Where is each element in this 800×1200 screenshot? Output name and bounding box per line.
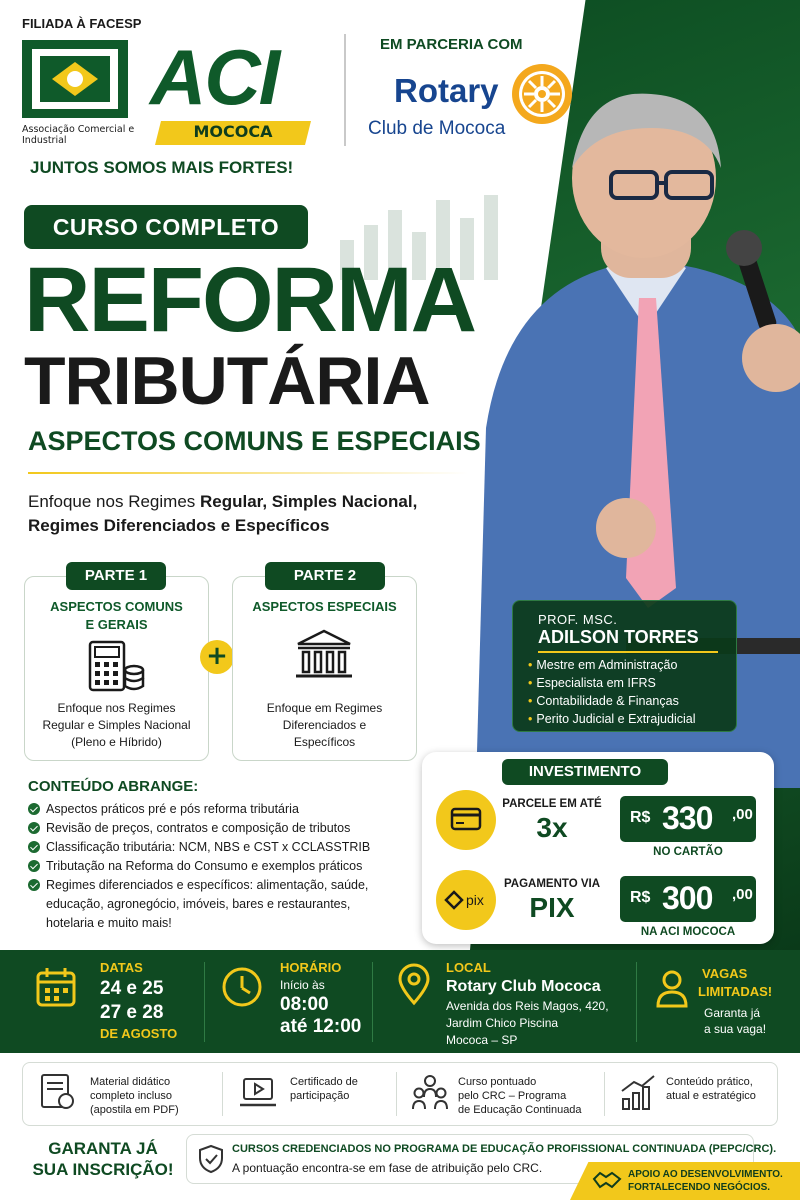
- check-icon: [28, 841, 40, 853]
- feature-certificate: Certificado de participação: [290, 1076, 358, 1102]
- content-item: Tributação na Reforma do Consumo e exemplos práticos: [28, 857, 398, 876]
- credit-card-glyph: [436, 790, 496, 850]
- part-2-heading: ASPECTOS ESPECIAIS: [252, 599, 397, 614]
- info-divider: [636, 962, 637, 1042]
- card-price-box: [620, 796, 756, 842]
- professor-title: PROF. MSC.: [538, 612, 618, 627]
- part-1-desc-3: (Pleno e Híbrido): [71, 735, 162, 749]
- aci-logo-icon: [22, 40, 128, 118]
- pix-price-box: [620, 876, 756, 922]
- title-divider: [28, 472, 468, 474]
- local-address-2: Jardim Chico Piscina: [446, 1016, 559, 1030]
- credential-item: • Especialista em IFRS: [528, 674, 696, 692]
- course-subtitle: ASPECTOS COMUNS E ESPECIAIS: [28, 426, 481, 456]
- part-1-heading-2: E GERAIS: [85, 617, 148, 632]
- aci-wordmark: ACI: [150, 33, 279, 121]
- association-label: Associação Comercial e Industrial: [22, 124, 135, 146]
- part-2-desc-1: Enfoque em Regimes: [266, 701, 383, 715]
- card-price-currency: R$: [630, 809, 651, 826]
- growth-chart-icon: [618, 1073, 658, 1113]
- part-2-desc-3: Específicos: [293, 735, 356, 749]
- time-end: até 12:00: [280, 1016, 362, 1037]
- course-pill: CURSO COMPLETO: [24, 205, 308, 249]
- rotary-club-label: Club de Mococa: [368, 118, 506, 139]
- pix-glyph: [436, 870, 496, 930]
- focus-prefix: Enfoque nos Regimes: [28, 492, 200, 511]
- feature-divider: [604, 1072, 605, 1116]
- laptop-play-icon: [238, 1073, 278, 1113]
- part-1-heading-1: ASPECTOS COMUNS: [50, 599, 183, 614]
- vagas-heading-1: VAGAS: [702, 966, 748, 981]
- certificate-document-icon: [38, 1073, 78, 1113]
- apoio-text: APOIO AO DESENVOLVIMENTO. FORTALECENDO NEGÓCIOS.: [628, 1169, 783, 1193]
- time-heading: HORÁRIO: [280, 960, 342, 975]
- pix-price-integer: 300: [662, 880, 713, 916]
- feature-divider: [396, 1072, 397, 1116]
- card-price-decimal: ,00: [732, 806, 753, 823]
- feature-divider: [222, 1072, 223, 1116]
- handshake-icon: [592, 1169, 622, 1193]
- content-item: Classificação tributária: NCM, NBS e CST x CCLASSTRIB: [28, 838, 398, 857]
- content-item: Revisão de preços, contratos e composição de tributos: [28, 819, 398, 838]
- credit-card-icon: [436, 790, 496, 850]
- calendar-icon: [34, 965, 78, 1009]
- part-1-desc-1: Enfoque nos Regimes: [57, 701, 176, 715]
- part-2-tag: PARTE 2: [265, 562, 385, 590]
- dates-line-1: 24 e 25: [100, 978, 164, 999]
- dates-heading: DATAS: [100, 960, 143, 975]
- header-divider: [344, 34, 346, 146]
- dates-line-2: 27 e 28: [100, 1002, 164, 1023]
- content-title: CONTEÚDO ABRANGE:: [28, 778, 199, 795]
- focus-bold-2: Regimes Diferenciados e Específicos: [28, 516, 330, 535]
- pix-price-decimal: ,00: [732, 886, 753, 903]
- cta-line-2: SUA INSCRIÇÃO!: [32, 1160, 174, 1179]
- check-icon: [28, 822, 40, 834]
- mococa-label: MOCOCA: [193, 122, 273, 141]
- partnership-label: EM PARCERIA COM: [380, 36, 523, 53]
- investment-tag: INVESTIMENTO: [502, 759, 668, 785]
- credential-item: • Mestre em Administração: [528, 656, 696, 674]
- rotary-wordmark: Rotary: [394, 72, 499, 109]
- pix-price-note: NA ACI MOCOCA: [640, 926, 736, 938]
- people-group-icon: [410, 1073, 450, 1113]
- check-icon: [28, 860, 40, 872]
- focus-bold-1: Regular, Simples Nacional,: [200, 492, 418, 511]
- shield-check-icon: [198, 1144, 224, 1174]
- local-heading: LOCAL: [446, 960, 491, 975]
- pepc-status: A pontuação encontra-se em fase de atribuição pelo CRC.: [232, 1161, 543, 1175]
- group-people-icon: [650, 966, 694, 1010]
- info-divider: [204, 962, 205, 1042]
- local-address-1: Avenida dos Reis Magos, 420,: [446, 999, 609, 1013]
- feature-crc: Curso pontuado pelo CRC – Programa de Educação Continuada: [458, 1076, 582, 1116]
- professor-divider: [538, 651, 718, 653]
- card-price-integer: 330: [662, 800, 713, 836]
- vagas-sub-2: a sua vaga!: [704, 1022, 767, 1036]
- filiada-label: FILIADA À FACESP: [22, 16, 142, 31]
- course-focus: [28, 490, 488, 538]
- vagas-heading-2: LIMITADAS!: [698, 984, 773, 999]
- pix-icon: [436, 870, 496, 930]
- pix-label: PAGAMENTO VIA: [503, 878, 601, 890]
- pepc-notice: CURSOS CREDENCIADOS NO PROGRAMA DE EDUCAÇÃO PROFISSIONAL CONTINUADA (PEPC/CRC).: [232, 1143, 777, 1155]
- check-icon: [28, 803, 40, 815]
- feature-content: Conteúdo prático, atual e estratégico: [666, 1076, 756, 1102]
- plus-icon: +: [200, 640, 234, 674]
- content-list: [28, 800, 398, 933]
- professor-credentials: [528, 656, 696, 728]
- pix-price-currency: R$: [630, 889, 651, 906]
- credential-item: • Perito Judicial e Extrajudicial: [528, 710, 696, 728]
- time-start-label: Início às: [280, 978, 325, 992]
- content-item: Aspectos práticos pré e pós reforma tributária: [28, 800, 398, 819]
- card-installments-value: 3x: [536, 812, 568, 843]
- local-address-3: Mococa – SP: [446, 1033, 518, 1047]
- dates-month: DE AGOSTO: [100, 1026, 178, 1041]
- institution-building-icon: [294, 628, 354, 682]
- feature-material: Material didático completo incluso (apostila em PDF): [90, 1076, 179, 1116]
- part-1-desc-2: Regular e Simples Nacional: [42, 718, 191, 732]
- check-icon: [28, 879, 40, 891]
- part-2-desc-2: Diferenciados e: [282, 718, 367, 732]
- part-1-tag: PARTE 1: [66, 562, 166, 590]
- pix-icon-text: pix: [466, 892, 484, 908]
- local-name: Rotary Club Mococa: [446, 978, 601, 995]
- calculator-coins-icon: [86, 640, 146, 694]
- pix-value: PIX: [529, 892, 575, 923]
- content-item: Regimes diferenciados e específicos: alimentação, saúde, educação, agronegócio, imóveis, bares e restaurantes, hotelaria e muito mais!: [28, 876, 398, 933]
- title-reforma: REFORMA: [24, 249, 476, 351]
- slogan: JUNTOS SOMOS MAIS FORTES!: [30, 158, 294, 177]
- title-tributaria: TRIBUTÁRIA: [24, 343, 430, 419]
- time-start: 08:00: [280, 994, 329, 1015]
- clock-icon: [220, 965, 264, 1009]
- cta-garanta: [28, 1138, 178, 1180]
- info-divider: [372, 962, 373, 1042]
- card-installments-label: PARCELE EM ATÉ: [502, 798, 602, 810]
- cta-line-1: GARANTA JÁ: [48, 1139, 158, 1158]
- vagas-sub-1: Garanta já: [704, 1006, 761, 1020]
- card-price-note: NO CARTÃO: [653, 846, 723, 858]
- professor-name: ADILSON TORRES: [538, 627, 699, 647]
- location-pin-icon: [392, 962, 436, 1006]
- credential-item: • Contabilidade & Finanças: [528, 692, 696, 710]
